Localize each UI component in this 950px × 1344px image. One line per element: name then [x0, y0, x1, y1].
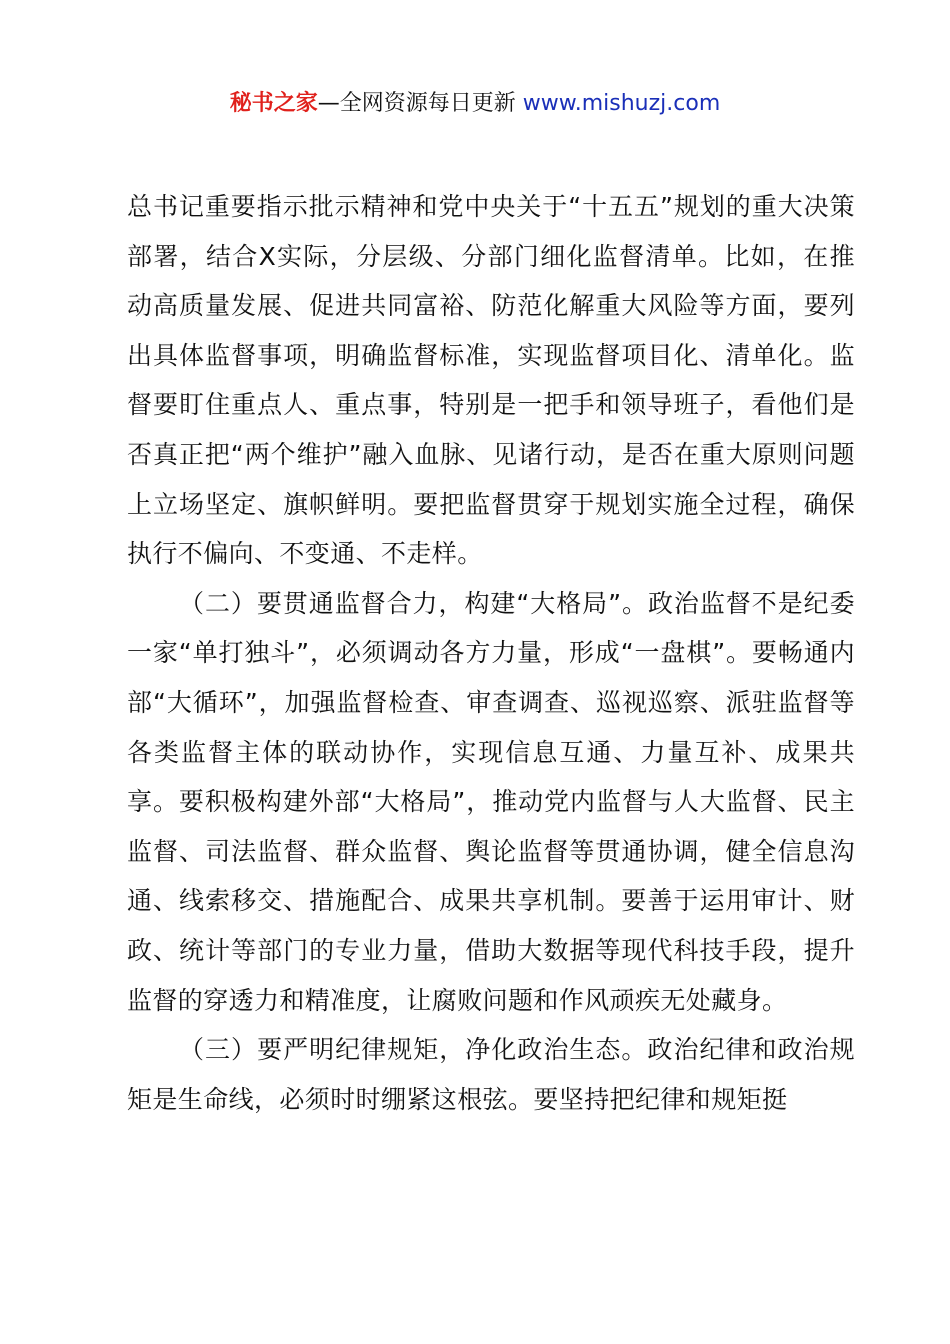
header-url-link[interactable]: www.mishuzj.com — [522, 91, 721, 116]
header-tagline: —全网资源每日更新 — [317, 91, 516, 116]
document-body — [127, 182, 855, 1124]
page-header — [0, 88, 950, 120]
paragraph-section-2: （二）要贯通监督合力，构建“大格局”。政治监督不是纪委一家“单打独斗”，必须调动各方力量，形成“一盘棋”。要畅通内部“大循环”，加强监督检查、审查调查、巡视巡察、派驻监督等各类监督主体的联动协作，实现信息互通、力量互补、成果共享。要积极构建外部“大格局”，推动党内监督与人大监督、民主监督、司法监督、群众监督、舆论监督等贯通协调，健全信息沟通、线索移交、措施配合、成果共享机制。要善于运用审计、财政、统计等部门的专业力量，借助大数据等现代科技手段，提升监督的穿透力和精准度，让腐败问题和作风顽疾无处藏身。 — [127, 588, 855, 1015]
paragraph-section-3: （三）要严明纪律规矩，净化政治生态。政治纪律和政治规矩是生命线，必须时时绷紧这根弦。要坚持把纪律和规矩挺 — [127, 1035, 855, 1114]
paragraph-continued: 总书记重要指示批示精神和党中央关于“十五五”规划的重大决策部署，结合X实际，分层级、分部门细化监督清单。比如，在推动高质量发展、促进共同富裕、防范化解重大风险等方面，要列出具体监督事项，明确监督标准，实现监督项目化、清单化。监督要盯住重点人、重点事，特别是一把手和领导班子，看他们是否真正把“两个维护”融入血脉、见诸行动，是否在重大原则问题上立场坚定、旗帜鲜明。要把监督贯穿于规划实施全过程，确保执行不偏向、不变通、不走样。 — [127, 192, 855, 569]
brand-name: 秘书之家 — [229, 91, 318, 116]
